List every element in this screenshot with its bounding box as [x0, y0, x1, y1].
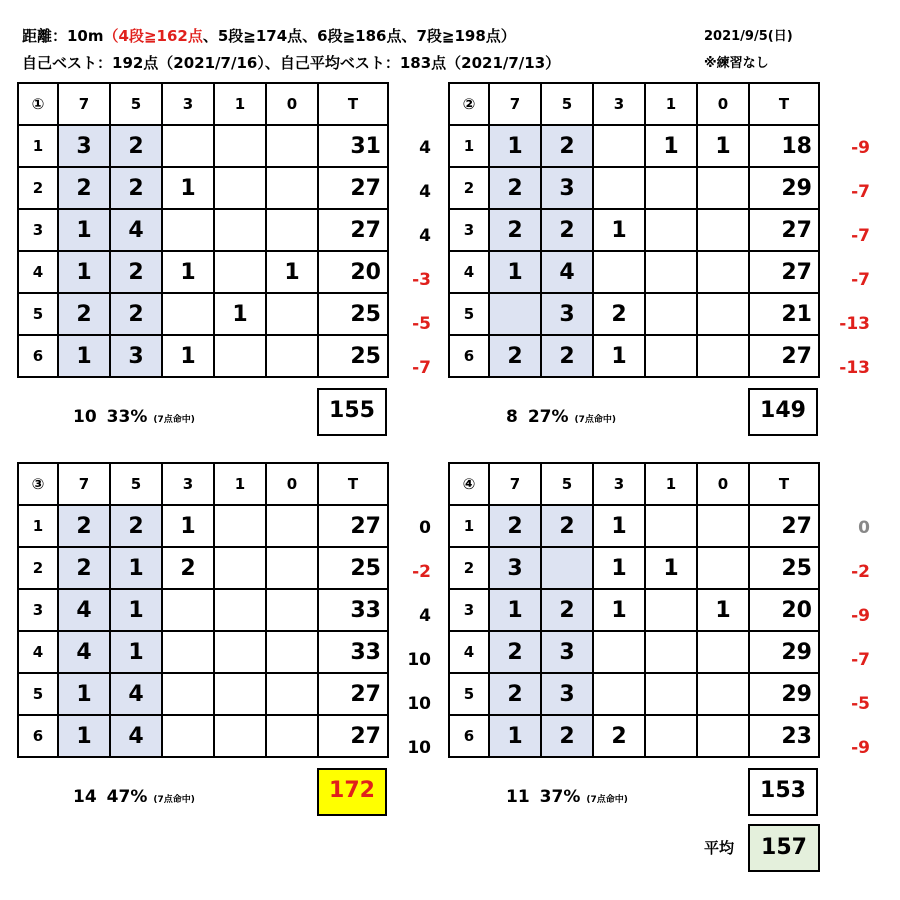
end-total: 29 — [749, 631, 819, 673]
running-diff: -2 — [851, 562, 870, 582]
column-header: 1 — [645, 463, 697, 505]
round-total: 155 — [317, 388, 387, 436]
end-number: 2 — [449, 547, 489, 589]
table-row — [18, 293, 388, 335]
running-diff: -9 — [851, 606, 870, 626]
table-row — [449, 589, 819, 631]
score-count-cell — [697, 715, 749, 757]
score-count-cell: 2 — [489, 335, 541, 377]
score-count-cell — [697, 335, 749, 377]
score-count-cell: 2 — [58, 547, 110, 589]
round-2-block — [448, 82, 870, 427]
score-count-cell — [214, 251, 266, 293]
column-header: 1 — [214, 463, 266, 505]
end-number: 5 — [18, 293, 58, 335]
end-number: 4 — [449, 251, 489, 293]
end-number: 4 — [449, 631, 489, 673]
score-count-cell: 1 — [697, 589, 749, 631]
seven-hit-summary — [73, 407, 195, 427]
table-row — [449, 293, 819, 335]
running-diff: -9 — [851, 138, 870, 158]
running-diff: -2 — [412, 562, 431, 582]
score-count-cell: 2 — [110, 293, 162, 335]
score-count-cell: 3 — [541, 293, 593, 335]
column-header: 1 — [645, 83, 697, 125]
score-count-cell: 1 — [162, 167, 214, 209]
score-count-cell: 3 — [541, 631, 593, 673]
distance-prefix: 距離：10m — [22, 27, 104, 45]
running-diff: -13 — [839, 358, 870, 378]
score-count-cell: 2 — [110, 251, 162, 293]
end-number: 6 — [18, 715, 58, 757]
score-count-cell: 1 — [58, 209, 110, 251]
score-count-cell: 1 — [58, 673, 110, 715]
end-total: 29 — [749, 167, 819, 209]
score-count-cell — [266, 293, 318, 335]
score-count-cell — [266, 715, 318, 757]
running-diff: -3 — [412, 270, 431, 290]
end-number: 1 — [18, 125, 58, 167]
end-total: 20 — [318, 251, 388, 293]
date: 2021/9/5(日) — [704, 29, 793, 44]
table-row — [18, 251, 388, 293]
score-count-cell: 1 — [593, 589, 645, 631]
end-total: 27 — [318, 167, 388, 209]
column-header: 1 — [214, 83, 266, 125]
end-number: 1 — [18, 505, 58, 547]
end-number: 5 — [449, 673, 489, 715]
distance-line — [22, 25, 516, 46]
score-count-cell: 2 — [58, 293, 110, 335]
score-count-cell — [645, 673, 697, 715]
score-count-cell — [162, 293, 214, 335]
average-label: 平均 — [704, 839, 735, 857]
score-count-cell — [697, 167, 749, 209]
score-count-cell — [593, 251, 645, 293]
column-header: 7 — [489, 83, 541, 125]
score-count-cell — [697, 251, 749, 293]
score-table — [448, 462, 820, 758]
score-count-cell — [266, 209, 318, 251]
end-number: 3 — [18, 589, 58, 631]
running-diff: -13 — [839, 314, 870, 334]
score-count-cell — [266, 167, 318, 209]
round-3-block — [17, 462, 431, 807]
round-label: ③ — [18, 463, 58, 505]
column-header: 3 — [162, 83, 214, 125]
end-number: 1 — [449, 505, 489, 547]
end-number: 6 — [449, 335, 489, 377]
score-table — [17, 82, 389, 378]
column-header: 5 — [541, 83, 593, 125]
seven-hit-percent: 27% — [527, 407, 569, 427]
score-count-cell: 2 — [541, 589, 593, 631]
score-count-cell: 1 — [593, 547, 645, 589]
end-total: 25 — [749, 547, 819, 589]
score-count-cell: 1 — [162, 251, 214, 293]
column-header: 7 — [58, 83, 110, 125]
score-count-cell: 2 — [110, 167, 162, 209]
score-count-cell: 1 — [593, 209, 645, 251]
end-number: 6 — [18, 335, 58, 377]
score-count-cell — [162, 631, 214, 673]
score-count-cell: 2 — [58, 505, 110, 547]
score-count-cell — [214, 631, 266, 673]
score-count-cell — [645, 209, 697, 251]
seven-hit-summary — [73, 787, 195, 807]
score-count-cell — [645, 335, 697, 377]
end-total: 25 — [318, 547, 388, 589]
end-number: 1 — [449, 125, 489, 167]
end-total: 25 — [318, 335, 388, 377]
score-count-cell — [541, 547, 593, 589]
running-diff: -7 — [851, 270, 870, 290]
end-total: 23 — [749, 715, 819, 757]
table-row — [18, 673, 388, 715]
column-header: 3 — [162, 463, 214, 505]
score-count-cell: 2 — [110, 125, 162, 167]
note: ※練習なし — [704, 56, 769, 71]
running-diff: -5 — [412, 314, 431, 334]
running-diff: 0 — [858, 518, 870, 538]
column-header: 7 — [489, 463, 541, 505]
score-count-cell — [214, 673, 266, 715]
score-count-cell: 1 — [645, 125, 697, 167]
end-total: 27 — [749, 209, 819, 251]
score-count-cell — [645, 251, 697, 293]
running-diff: 10 — [407, 650, 431, 670]
score-count-cell: 4 — [110, 673, 162, 715]
score-count-cell: 2 — [489, 167, 541, 209]
round-label: ① — [18, 83, 58, 125]
score-count-cell: 3 — [541, 673, 593, 715]
end-number: 3 — [449, 209, 489, 251]
score-count-cell — [593, 167, 645, 209]
running-diff: -7 — [851, 182, 870, 202]
table-row — [18, 167, 388, 209]
score-count-cell: 2 — [489, 673, 541, 715]
running-diff: 4 — [419, 182, 431, 202]
score-count-cell — [266, 589, 318, 631]
table-row — [449, 631, 819, 673]
seven-hit-percent: 47% — [106, 787, 148, 807]
seven-hit-percent: 33% — [106, 407, 148, 427]
column-header: T — [318, 463, 388, 505]
column-header: 0 — [266, 463, 318, 505]
score-count-cell: 4 — [58, 589, 110, 631]
score-count-cell: 2 — [541, 125, 593, 167]
end-number: 5 — [18, 673, 58, 715]
end-number: 2 — [449, 167, 489, 209]
score-count-cell: 2 — [58, 167, 110, 209]
column-header: 7 — [58, 463, 110, 505]
score-count-cell — [266, 547, 318, 589]
score-count-cell: 2 — [489, 631, 541, 673]
table-row — [18, 125, 388, 167]
column-header: T — [749, 83, 819, 125]
round-total: 153 — [748, 768, 818, 816]
score-count-cell: 2 — [541, 335, 593, 377]
score-count-cell: 3 — [58, 125, 110, 167]
score-count-cell: 2 — [110, 505, 162, 547]
seven-hit-label: (7点命中) — [153, 795, 195, 805]
end-total: 18 — [749, 125, 819, 167]
score-count-cell: 1 — [266, 251, 318, 293]
end-total: 27 — [318, 505, 388, 547]
table-row — [449, 125, 819, 167]
seven-hit-count: 10 — [73, 407, 97, 427]
end-total: 20 — [749, 589, 819, 631]
end-total: 21 — [749, 293, 819, 335]
score-count-cell: 1 — [489, 715, 541, 757]
column-header: 0 — [697, 463, 749, 505]
column-header: 0 — [266, 83, 318, 125]
column-header: 5 — [110, 463, 162, 505]
column-header: 3 — [593, 463, 645, 505]
score-count-cell: 3 — [489, 547, 541, 589]
table-row — [18, 335, 388, 377]
end-total: 27 — [749, 335, 819, 377]
seven-hit-count: 8 — [506, 407, 518, 427]
score-count-cell — [266, 335, 318, 377]
score-count-cell — [162, 209, 214, 251]
column-header: 3 — [593, 83, 645, 125]
score-count-cell: 1 — [110, 631, 162, 673]
score-count-cell — [162, 715, 214, 757]
score-count-cell: 1 — [489, 125, 541, 167]
score-table — [448, 82, 820, 378]
score-count-cell: 1 — [58, 251, 110, 293]
score-count-cell: 1 — [489, 589, 541, 631]
end-total: 31 — [318, 125, 388, 167]
score-count-cell: 1 — [214, 293, 266, 335]
score-count-cell: 3 — [541, 167, 593, 209]
seven-hit-summary — [506, 407, 616, 427]
score-count-cell: 2 — [489, 505, 541, 547]
score-count-cell: 1 — [645, 547, 697, 589]
table-row — [449, 547, 819, 589]
score-count-cell — [593, 631, 645, 673]
running-diff: 4 — [419, 606, 431, 626]
round-label: ④ — [449, 463, 489, 505]
end-total: 33 — [318, 589, 388, 631]
seven-hit-label: (7点命中) — [574, 415, 617, 425]
score-count-cell — [214, 715, 266, 757]
end-total: 27 — [749, 505, 819, 547]
end-number: 2 — [18, 547, 58, 589]
score-count-cell: 3 — [110, 335, 162, 377]
end-number: 4 — [18, 631, 58, 673]
score-count-cell — [645, 631, 697, 673]
column-header: 5 — [110, 83, 162, 125]
score-count-cell: 2 — [593, 715, 645, 757]
score-count-cell — [214, 505, 266, 547]
score-count-cell — [593, 673, 645, 715]
score-count-cell — [593, 125, 645, 167]
table-row — [18, 547, 388, 589]
score-count-cell — [697, 505, 749, 547]
round-total: 149 — [748, 388, 818, 436]
end-total: 27 — [318, 673, 388, 715]
score-count-cell: 1 — [162, 505, 214, 547]
score-count-cell — [266, 631, 318, 673]
end-number: 2 — [18, 167, 58, 209]
score-count-cell — [266, 125, 318, 167]
score-count-cell — [645, 589, 697, 631]
seven-hit-summary — [506, 787, 628, 807]
running-diff: 4 — [419, 226, 431, 246]
score-count-cell — [162, 589, 214, 631]
score-count-cell: 1 — [110, 547, 162, 589]
table-row — [18, 505, 388, 547]
score-count-cell — [697, 547, 749, 589]
score-count-cell: 2 — [541, 715, 593, 757]
seven-hit-count: 11 — [506, 787, 530, 807]
score-count-cell: 4 — [110, 715, 162, 757]
end-number: 5 — [449, 293, 489, 335]
score-count-cell: 4 — [541, 251, 593, 293]
table-row — [449, 335, 819, 377]
seven-hit-count: 14 — [73, 787, 97, 807]
score-count-cell: 1 — [697, 125, 749, 167]
score-count-cell — [214, 209, 266, 251]
end-total: 27 — [318, 715, 388, 757]
score-count-cell — [214, 589, 266, 631]
score-count-cell — [645, 715, 697, 757]
score-count-cell: 1 — [58, 715, 110, 757]
personal-best-line: 自己ベスト：192点（2021/7/16）、自己平均ベスト：183点（2021/7/13） — [22, 54, 561, 72]
seven-hit-label: (7点命中) — [586, 795, 628, 805]
score-count-cell: 2 — [162, 547, 214, 589]
running-diff: -5 — [851, 694, 870, 714]
running-diff: 10 — [407, 738, 431, 758]
score-count-cell — [266, 505, 318, 547]
score-count-cell: 1 — [162, 335, 214, 377]
end-number: 4 — [18, 251, 58, 293]
score-count-cell — [214, 167, 266, 209]
table-row — [449, 505, 819, 547]
running-diff: -7 — [851, 226, 870, 246]
score-count-cell — [645, 293, 697, 335]
table-row — [18, 631, 388, 673]
score-count-cell — [697, 209, 749, 251]
score-count-cell — [214, 335, 266, 377]
table-row — [449, 209, 819, 251]
distance-red-threshold: （4段≧162点 — [103, 27, 203, 45]
round-4-block — [448, 462, 870, 807]
score-count-cell: 2 — [593, 293, 645, 335]
table-row — [449, 251, 819, 293]
seven-hit-percent: 37% — [539, 787, 581, 807]
score-count-cell — [697, 631, 749, 673]
end-total: 29 — [749, 673, 819, 715]
end-number: 3 — [18, 209, 58, 251]
score-count-cell: 4 — [58, 631, 110, 673]
running-diff: -9 — [851, 738, 870, 758]
average-value: 157 — [748, 824, 820, 872]
column-header: T — [749, 463, 819, 505]
end-total: 33 — [318, 631, 388, 673]
score-count-cell — [214, 125, 266, 167]
running-diff: 0 — [419, 518, 431, 538]
running-diff: 4 — [419, 138, 431, 158]
table-row — [449, 167, 819, 209]
score-count-cell — [162, 673, 214, 715]
distance-thresholds: 、5段≧174点、6段≧186点、7段≧198点） — [202, 27, 516, 45]
round-total: 172 — [317, 768, 387, 816]
score-count-cell: 1 — [110, 589, 162, 631]
table-row — [449, 673, 819, 715]
score-count-cell: 2 — [541, 505, 593, 547]
score-count-cell — [162, 125, 214, 167]
score-count-cell — [697, 293, 749, 335]
score-count-cell: 1 — [593, 335, 645, 377]
table-row — [18, 589, 388, 631]
score-count-cell — [697, 673, 749, 715]
end-total: 27 — [749, 251, 819, 293]
round-label: ② — [449, 83, 489, 125]
column-header: T — [318, 83, 388, 125]
score-table — [17, 462, 389, 758]
score-count-cell: 2 — [489, 209, 541, 251]
end-number: 3 — [449, 589, 489, 631]
column-header: 5 — [541, 463, 593, 505]
score-count-cell: 4 — [110, 209, 162, 251]
score-count-cell: 1 — [593, 505, 645, 547]
score-count-cell: 1 — [489, 251, 541, 293]
running-diff: -7 — [412, 358, 431, 378]
end-total: 25 — [318, 293, 388, 335]
table-row — [18, 209, 388, 251]
score-count-cell — [214, 547, 266, 589]
round-1-block — [17, 82, 431, 427]
running-diff: -7 — [851, 650, 870, 670]
score-count-cell — [645, 167, 697, 209]
score-count-cell — [489, 293, 541, 335]
score-count-cell — [266, 673, 318, 715]
score-count-cell: 2 — [541, 209, 593, 251]
seven-hit-label: (7点命中) — [153, 415, 195, 425]
end-number: 6 — [449, 715, 489, 757]
end-total: 27 — [318, 209, 388, 251]
score-count-cell: 1 — [58, 335, 110, 377]
table-row — [449, 715, 819, 757]
score-count-cell — [645, 505, 697, 547]
table-row — [18, 715, 388, 757]
running-diff: 10 — [407, 694, 431, 714]
column-header: 0 — [697, 83, 749, 125]
